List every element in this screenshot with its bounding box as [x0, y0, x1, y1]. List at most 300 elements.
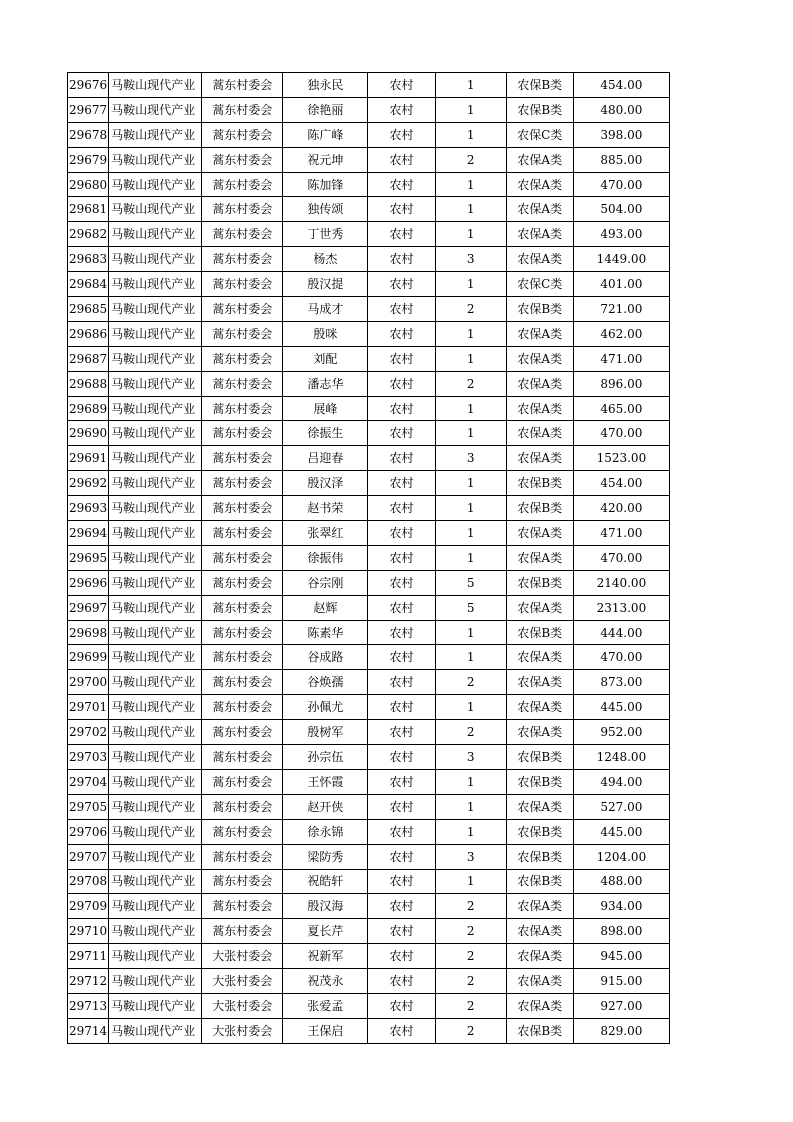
unit-cell: 马鞍山现代产业 — [109, 894, 202, 919]
unit-cell: 马鞍山现代产业 — [109, 819, 202, 844]
record-id-cell: 29705 — [68, 794, 109, 819]
area-type-cell: 农村 — [368, 620, 435, 645]
name-cell: 祝新军 — [283, 944, 368, 969]
village-cell: 蒿东村委会 — [202, 122, 283, 147]
record-id-cell: 29710 — [68, 919, 109, 944]
unit-cell: 马鞍山现代产业 — [109, 993, 202, 1018]
name-cell: 吕迎春 — [283, 446, 368, 471]
table-row — [68, 122, 670, 147]
category-cell: 农保A类 — [506, 321, 573, 346]
amount-cell: 465.00 — [573, 396, 669, 421]
name-cell: 徐艳丽 — [283, 97, 368, 122]
record-id-cell: 29691 — [68, 446, 109, 471]
amount-cell: 896.00 — [573, 371, 669, 396]
household-count-cell: 1 — [435, 794, 506, 819]
table-row — [68, 695, 670, 720]
record-id-cell: 29689 — [68, 396, 109, 421]
unit-cell: 马鞍山现代产业 — [109, 247, 202, 272]
table-row — [68, 97, 670, 122]
unit-cell: 马鞍山现代产业 — [109, 570, 202, 595]
unit-cell: 马鞍山现代产业 — [109, 545, 202, 570]
category-cell: 农保B类 — [506, 745, 573, 770]
area-type-cell: 农村 — [368, 769, 435, 794]
record-id-cell: 29695 — [68, 545, 109, 570]
table-row — [68, 371, 670, 396]
table-row — [68, 570, 670, 595]
amount-cell: 934.00 — [573, 894, 669, 919]
area-type-cell: 农村 — [368, 844, 435, 869]
household-count-cell: 1 — [435, 396, 506, 421]
unit-cell: 马鞍山现代产业 — [109, 844, 202, 869]
category-cell: 农保B类 — [506, 844, 573, 869]
name-cell: 赵辉 — [283, 595, 368, 620]
amount-cell: 398.00 — [573, 122, 669, 147]
village-cell: 蒿东村委会 — [202, 919, 283, 944]
table-row — [68, 471, 670, 496]
table-row — [68, 1018, 670, 1043]
category-cell: 农保B类 — [506, 73, 573, 98]
unit-cell: 马鞍山现代产业 — [109, 496, 202, 521]
household-count-cell: 1 — [435, 620, 506, 645]
unit-cell: 马鞍山现代产业 — [109, 620, 202, 645]
record-id-cell: 29702 — [68, 720, 109, 745]
category-cell: 农保B类 — [506, 1018, 573, 1043]
area-type-cell: 农村 — [368, 1018, 435, 1043]
household-count-cell: 2 — [435, 919, 506, 944]
area-type-cell: 农村 — [368, 570, 435, 595]
unit-cell: 马鞍山现代产业 — [109, 521, 202, 546]
name-cell: 孙佩尤 — [283, 695, 368, 720]
village-cell: 蒿东村委会 — [202, 794, 283, 819]
name-cell: 殷汉海 — [283, 894, 368, 919]
category-cell: 农保A类 — [506, 521, 573, 546]
unit-cell: 马鞍山现代产业 — [109, 222, 202, 247]
category-cell: 农保B类 — [506, 869, 573, 894]
record-id-cell: 29711 — [68, 944, 109, 969]
name-cell: 杨杰 — [283, 247, 368, 272]
household-count-cell: 1 — [435, 197, 506, 222]
name-cell: 殷树军 — [283, 720, 368, 745]
household-count-cell: 5 — [435, 570, 506, 595]
amount-cell: 470.00 — [573, 545, 669, 570]
record-id-cell: 29694 — [68, 521, 109, 546]
table-row — [68, 794, 670, 819]
amount-cell: 915.00 — [573, 969, 669, 994]
record-id-cell: 29700 — [68, 670, 109, 695]
amount-cell: 898.00 — [573, 919, 669, 944]
record-id-cell: 29696 — [68, 570, 109, 595]
household-count-cell: 5 — [435, 595, 506, 620]
village-cell: 蒿东村委会 — [202, 371, 283, 396]
area-type-cell: 农村 — [368, 346, 435, 371]
amount-cell: 2140.00 — [573, 570, 669, 595]
table-row — [68, 844, 670, 869]
amount-cell: 488.00 — [573, 869, 669, 894]
table-row — [68, 496, 670, 521]
table-row — [68, 521, 670, 546]
amount-cell: 480.00 — [573, 97, 669, 122]
household-count-cell: 1 — [435, 471, 506, 496]
unit-cell: 马鞍山现代产业 — [109, 421, 202, 446]
table-row — [68, 944, 670, 969]
area-type-cell: 农村 — [368, 97, 435, 122]
table-row — [68, 645, 670, 670]
amount-cell: 470.00 — [573, 421, 669, 446]
household-count-cell: 1 — [435, 222, 506, 247]
area-type-cell: 农村 — [368, 496, 435, 521]
amount-cell: 454.00 — [573, 471, 669, 496]
amount-cell: 494.00 — [573, 769, 669, 794]
area-type-cell: 农村 — [368, 122, 435, 147]
village-cell: 大张村委会 — [202, 993, 283, 1018]
category-cell: 农保A类 — [506, 545, 573, 570]
name-cell: 徐振生 — [283, 421, 368, 446]
amount-cell: 470.00 — [573, 645, 669, 670]
record-id-cell: 29684 — [68, 272, 109, 297]
unit-cell: 马鞍山现代产业 — [109, 396, 202, 421]
record-id-cell: 29704 — [68, 769, 109, 794]
record-id-cell: 29703 — [68, 745, 109, 770]
household-count-cell: 3 — [435, 745, 506, 770]
record-id-cell: 29687 — [68, 346, 109, 371]
unit-cell: 马鞍山现代产业 — [109, 769, 202, 794]
household-count-cell: 1 — [435, 645, 506, 670]
area-type-cell: 农村 — [368, 371, 435, 396]
record-id-cell: 29701 — [68, 695, 109, 720]
category-cell: 农保B类 — [506, 97, 573, 122]
area-type-cell: 农村 — [368, 396, 435, 421]
table-row — [68, 247, 670, 272]
village-cell: 蒿东村委会 — [202, 197, 283, 222]
category-cell: 农保A类 — [506, 197, 573, 222]
unit-cell: 马鞍山现代产业 — [109, 73, 202, 98]
village-cell: 大张村委会 — [202, 969, 283, 994]
table-row — [68, 346, 670, 371]
category-cell: 农保A类 — [506, 645, 573, 670]
village-cell: 蒿东村委会 — [202, 321, 283, 346]
amount-cell: 471.00 — [573, 521, 669, 546]
area-type-cell: 农村 — [368, 695, 435, 720]
table-row — [68, 969, 670, 994]
household-count-cell: 1 — [435, 346, 506, 371]
unit-cell: 马鞍山现代产业 — [109, 297, 202, 322]
name-cell: 独传颂 — [283, 197, 368, 222]
category-cell: 农保A类 — [506, 944, 573, 969]
name-cell: 赵开侠 — [283, 794, 368, 819]
village-cell: 蒿东村委会 — [202, 819, 283, 844]
amount-cell: 420.00 — [573, 496, 669, 521]
unit-cell: 马鞍山现代产业 — [109, 695, 202, 720]
area-type-cell: 农村 — [368, 471, 435, 496]
household-count-cell: 1 — [435, 321, 506, 346]
category-cell: 农保A类 — [506, 371, 573, 396]
village-cell: 蒿东村委会 — [202, 421, 283, 446]
village-cell: 蒿东村委会 — [202, 720, 283, 745]
village-cell: 蒿东村委会 — [202, 222, 283, 247]
area-type-cell: 农村 — [368, 446, 435, 471]
unit-cell: 马鞍山现代产业 — [109, 446, 202, 471]
area-type-cell: 农村 — [368, 197, 435, 222]
area-type-cell: 农村 — [368, 670, 435, 695]
village-cell: 蒿东村委会 — [202, 894, 283, 919]
roster-table — [67, 72, 670, 1044]
record-id-cell: 29706 — [68, 819, 109, 844]
unit-cell: 马鞍山现代产业 — [109, 97, 202, 122]
household-count-cell: 1 — [435, 97, 506, 122]
record-id-cell: 29676 — [68, 73, 109, 98]
name-cell: 谷焕孺 — [283, 670, 368, 695]
household-count-cell: 1 — [435, 769, 506, 794]
table-row — [68, 197, 670, 222]
area-type-cell: 农村 — [368, 595, 435, 620]
household-count-cell: 1 — [435, 272, 506, 297]
table-row — [68, 421, 670, 446]
area-type-cell: 农村 — [368, 745, 435, 770]
roster-table-body — [68, 73, 670, 1044]
record-id-cell: 29686 — [68, 321, 109, 346]
unit-cell: 马鞍山现代产业 — [109, 645, 202, 670]
household-count-cell: 1 — [435, 421, 506, 446]
category-cell: 农保B类 — [506, 819, 573, 844]
village-cell: 蒿东村委会 — [202, 620, 283, 645]
table-row — [68, 819, 670, 844]
village-cell: 蒿东村委会 — [202, 272, 283, 297]
household-count-cell: 2 — [435, 147, 506, 172]
amount-cell: 873.00 — [573, 670, 669, 695]
name-cell: 陈广峰 — [283, 122, 368, 147]
household-count-cell: 1 — [435, 122, 506, 147]
household-count-cell: 3 — [435, 844, 506, 869]
unit-cell: 马鞍山现代产业 — [109, 321, 202, 346]
name-cell: 丁世秀 — [283, 222, 368, 247]
record-id-cell: 29683 — [68, 247, 109, 272]
record-id-cell: 29697 — [68, 595, 109, 620]
household-count-cell: 3 — [435, 247, 506, 272]
village-cell: 蒿东村委会 — [202, 670, 283, 695]
household-count-cell: 2 — [435, 371, 506, 396]
household-count-cell: 2 — [435, 297, 506, 322]
category-cell: 农保B类 — [506, 496, 573, 521]
unit-cell: 马鞍山现代产业 — [109, 371, 202, 396]
name-cell: 独永民 — [283, 73, 368, 98]
table-row — [68, 869, 670, 894]
household-count-cell: 2 — [435, 969, 506, 994]
household-count-cell: 3 — [435, 446, 506, 471]
table-row — [68, 446, 670, 471]
table-row — [68, 894, 670, 919]
unit-cell: 马鞍山现代产业 — [109, 745, 202, 770]
village-cell: 蒿东村委会 — [202, 446, 283, 471]
name-cell: 刘配 — [283, 346, 368, 371]
unit-cell: 马鞍山现代产业 — [109, 969, 202, 994]
record-id-cell: 29699 — [68, 645, 109, 670]
category-cell: 农保B类 — [506, 620, 573, 645]
area-type-cell: 农村 — [368, 147, 435, 172]
record-id-cell: 29709 — [68, 894, 109, 919]
amount-cell: 1248.00 — [573, 745, 669, 770]
category-cell: 农保B类 — [506, 769, 573, 794]
table-row — [68, 670, 670, 695]
unit-cell: 马鞍山现代产业 — [109, 147, 202, 172]
household-count-cell: 1 — [435, 496, 506, 521]
category-cell: 农保A类 — [506, 172, 573, 197]
village-cell: 蒿东村委会 — [202, 844, 283, 869]
category-cell: 农保A类 — [506, 894, 573, 919]
amount-cell: 493.00 — [573, 222, 669, 247]
unit-cell: 马鞍山现代产业 — [109, 346, 202, 371]
name-cell: 祝皓轩 — [283, 869, 368, 894]
amount-cell: 470.00 — [573, 172, 669, 197]
amount-cell: 401.00 — [573, 272, 669, 297]
name-cell: 殷汉泽 — [283, 471, 368, 496]
unit-cell: 马鞍山现代产业 — [109, 471, 202, 496]
area-type-cell: 农村 — [368, 321, 435, 346]
village-cell: 蒿东村委会 — [202, 570, 283, 595]
area-type-cell: 农村 — [368, 545, 435, 570]
category-cell: 农保C类 — [506, 272, 573, 297]
village-cell: 蒿东村委会 — [202, 147, 283, 172]
table-row — [68, 321, 670, 346]
category-cell: 农保A类 — [506, 396, 573, 421]
amount-cell: 444.00 — [573, 620, 669, 645]
unit-cell: 马鞍山现代产业 — [109, 1018, 202, 1043]
household-count-cell: 2 — [435, 1018, 506, 1043]
table-row — [68, 545, 670, 570]
record-id-cell: 29681 — [68, 197, 109, 222]
record-id-cell: 29713 — [68, 993, 109, 1018]
record-id-cell: 29707 — [68, 844, 109, 869]
household-count-cell: 1 — [435, 869, 506, 894]
name-cell: 陈加锋 — [283, 172, 368, 197]
name-cell: 徐振伟 — [283, 545, 368, 570]
name-cell: 祝元坤 — [283, 147, 368, 172]
table-row — [68, 147, 670, 172]
name-cell: 殷咪 — [283, 321, 368, 346]
village-cell: 蒿东村委会 — [202, 769, 283, 794]
category-cell: 农保A类 — [506, 446, 573, 471]
amount-cell: 2313.00 — [573, 595, 669, 620]
table-row — [68, 595, 670, 620]
amount-cell: 445.00 — [573, 819, 669, 844]
household-count-cell: 1 — [435, 695, 506, 720]
amount-cell: 445.00 — [573, 695, 669, 720]
category-cell: 农保B类 — [506, 471, 573, 496]
amount-cell: 454.00 — [573, 73, 669, 98]
household-count-cell: 2 — [435, 670, 506, 695]
area-type-cell: 农村 — [368, 297, 435, 322]
amount-cell: 1449.00 — [573, 247, 669, 272]
unit-cell: 马鞍山现代产业 — [109, 595, 202, 620]
area-type-cell: 农村 — [368, 73, 435, 98]
amount-cell: 721.00 — [573, 297, 669, 322]
name-cell: 徐永锦 — [283, 819, 368, 844]
area-type-cell: 农村 — [368, 969, 435, 994]
category-cell: 农保A类 — [506, 695, 573, 720]
category-cell: 农保A类 — [506, 147, 573, 172]
record-id-cell: 29712 — [68, 969, 109, 994]
table-row — [68, 620, 670, 645]
record-id-cell: 29693 — [68, 496, 109, 521]
area-type-cell: 农村 — [368, 521, 435, 546]
unit-cell: 马鞍山现代产业 — [109, 670, 202, 695]
village-cell: 蒿东村委会 — [202, 73, 283, 98]
name-cell: 殷汉提 — [283, 272, 368, 297]
household-count-cell: 1 — [435, 819, 506, 844]
unit-cell: 马鞍山现代产业 — [109, 794, 202, 819]
household-count-cell: 1 — [435, 545, 506, 570]
table-row — [68, 222, 670, 247]
area-type-cell: 农村 — [368, 421, 435, 446]
area-type-cell: 农村 — [368, 993, 435, 1018]
record-id-cell: 29708 — [68, 869, 109, 894]
unit-cell: 马鞍山现代产业 — [109, 272, 202, 297]
village-cell: 蒿东村委会 — [202, 869, 283, 894]
name-cell: 赵书荣 — [283, 496, 368, 521]
area-type-cell: 农村 — [368, 172, 435, 197]
category-cell: 农保A类 — [506, 919, 573, 944]
unit-cell: 马鞍山现代产业 — [109, 122, 202, 147]
record-id-cell: 29677 — [68, 97, 109, 122]
unit-cell: 马鞍山现代产业 — [109, 919, 202, 944]
village-cell: 蒿东村委会 — [202, 172, 283, 197]
amount-cell: 885.00 — [573, 147, 669, 172]
unit-cell: 马鞍山现代产业 — [109, 869, 202, 894]
name-cell: 张翠红 — [283, 521, 368, 546]
name-cell: 展峰 — [283, 396, 368, 421]
category-cell: 农保A类 — [506, 794, 573, 819]
area-type-cell: 农村 — [368, 720, 435, 745]
table-row — [68, 993, 670, 1018]
household-count-cell: 2 — [435, 944, 506, 969]
name-cell: 马成才 — [283, 297, 368, 322]
name-cell: 张爱孟 — [283, 993, 368, 1018]
village-cell: 蒿东村委会 — [202, 745, 283, 770]
table-row — [68, 272, 670, 297]
record-id-cell: 29698 — [68, 620, 109, 645]
area-type-cell: 农村 — [368, 794, 435, 819]
amount-cell: 945.00 — [573, 944, 669, 969]
household-count-cell: 1 — [435, 73, 506, 98]
village-cell: 大张村委会 — [202, 944, 283, 969]
category-cell: 农保A类 — [506, 993, 573, 1018]
table-row — [68, 396, 670, 421]
amount-cell: 504.00 — [573, 197, 669, 222]
name-cell: 孙宗伍 — [283, 745, 368, 770]
table-row — [68, 919, 670, 944]
area-type-cell: 农村 — [368, 919, 435, 944]
village-cell: 蒿东村委会 — [202, 396, 283, 421]
name-cell: 王怀霞 — [283, 769, 368, 794]
amount-cell: 462.00 — [573, 321, 669, 346]
amount-cell: 829.00 — [573, 1018, 669, 1043]
unit-cell: 马鞍山现代产业 — [109, 944, 202, 969]
amount-cell: 1204.00 — [573, 844, 669, 869]
table-row — [68, 172, 670, 197]
amount-cell: 1523.00 — [573, 446, 669, 471]
household-count-cell: 1 — [435, 172, 506, 197]
record-id-cell: 29678 — [68, 122, 109, 147]
area-type-cell: 农村 — [368, 272, 435, 297]
household-count-cell: 1 — [435, 521, 506, 546]
amount-cell: 471.00 — [573, 346, 669, 371]
amount-cell: 952.00 — [573, 720, 669, 745]
category-cell: 农保A类 — [506, 595, 573, 620]
table-row — [68, 769, 670, 794]
table-row — [68, 720, 670, 745]
household-count-cell: 2 — [435, 894, 506, 919]
village-cell: 蒿东村委会 — [202, 247, 283, 272]
area-type-cell: 农村 — [368, 247, 435, 272]
